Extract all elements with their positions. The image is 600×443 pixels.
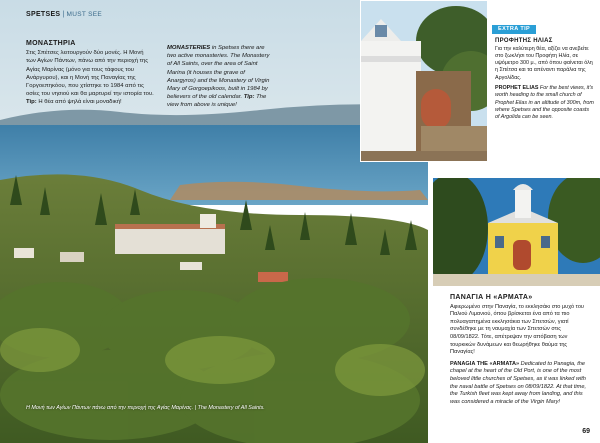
page-number: 69 [582,428,590,435]
monasteries-english-title: MONASTERIES [167,45,211,51]
monasteries-english-tip-label: Tip: [243,94,255,101]
header-separator: | [62,11,65,18]
panagia-english-title: PANAGIA THE «ARMATA» [450,360,520,367]
extra-tip-greek-title: ΠΡΟΦΗΤΗΣ ΗΛΙΑΣ [495,38,553,45]
header-section: MUST SEE [66,11,103,18]
panagia-armata-section [450,294,590,406]
extra-tip-box [495,25,595,122]
running-header [26,11,102,18]
monasteries-greek-body: Στις Σπέτσες λειτουργούν δύο μονές. Η Μονή των Αγίων Πάντων, πάνω από την περιοχή της Αγίας Μαρίνας (μόνο για τους τάφους του Ανάργυρου), και η Μονή της Παναγίας της Γοργοεπηκόου, που χτίστηκε το 1984 από τις οσίες του νησιού και θα μαρτυρεί την ιστορία του. [26,50,154,98]
panagia-greek-body: Αφιερωμένο στην Παναγία, το εκκλησάκι στο μυχό του Παλιού Λιμανιού, όπου βρίσκεται ένα από τα πιο πολυαγαπημένα εκκλησάκια των Σπετσών, γιατί συνδέθηκε με τη ναυμαχία των Σπετσών στις 08/09/1822. Τότε, απέτρεψαν την απόβαση των τουρκικών δυνάμεων και θεωρήθηκε θαύμα της Παναγίας! [450,303,584,356]
monasteries-greek-title: ΜΟΝΑΣΤΗΡΙΑ [26,40,76,47]
prophet-elias-chapel-photo [360,0,488,162]
monasteries-greek-tip: Η θέα από ψηλά είναι μοναδική! [38,99,122,106]
header-brand: SPETSES [26,11,61,18]
monasteries-greek-text [26,40,154,107]
extra-tip-greek-body: Για την καλύτερη θέα, αξίζει να ανεβείτε στο ξωκλήσι του Προφήτη Ηλία, σε υψόμετρο 300 μ., από όπου φαίνεται όλη η Σπέτσα και τα απέναντι παράλια της Αργολίδας. [495,45,593,81]
monasteries-english-text [167,44,275,110]
caption-greek: Η Μονή των Αγίων Πάντων πάνω από την περιοχή της Αγίας Μαρίνας. | [26,405,198,411]
monasteries-greek-tip-label: Tip: [26,99,37,106]
monasteries-english-tip: The view from above is unique! [167,94,267,109]
photo-caption [26,405,316,412]
panagia-english-body: Dedicated to Panagia, the chapel at the heart of the Old Port, is one of the most beloved little churches of Spetses, as it was linked with the naval battle of Spetses on 08/09/1822. At that time, the Turkish fleet was kept away from landing, and this was considered a miracle of the Virgin Mary! [450,360,586,405]
caption-english: The Monastery of All Saints. [197,405,265,411]
extra-tip-english [495,85,595,121]
extra-tip-english-title: PROPHET ELIAS [495,85,539,92]
panagia-title: ΠΑΝΑΓΙΑ Η «ΑΡΜΑΤΑ» [450,294,533,301]
extra-tip-tag: EXTRA TIP [492,25,536,34]
panagia-armata-chapel-photo [433,178,600,286]
monasteries-english-body: in Spetses there are two active monasteries. The Monastery of All Saints, over the area of Saint Marina (it houses the grave of Anargyros) and the Monastery of Virgin Mary of Gorgoepikoos, built in 1984 by believers of the old calendar. [167,45,270,101]
panagia-english [450,361,590,407]
extra-tip-english-body: For the best views, it's worth heading to the small church of Prophet Elias in an altitude of 300m, from where Spetses and the opposite coasts of Argolida can be seen. [495,85,594,121]
